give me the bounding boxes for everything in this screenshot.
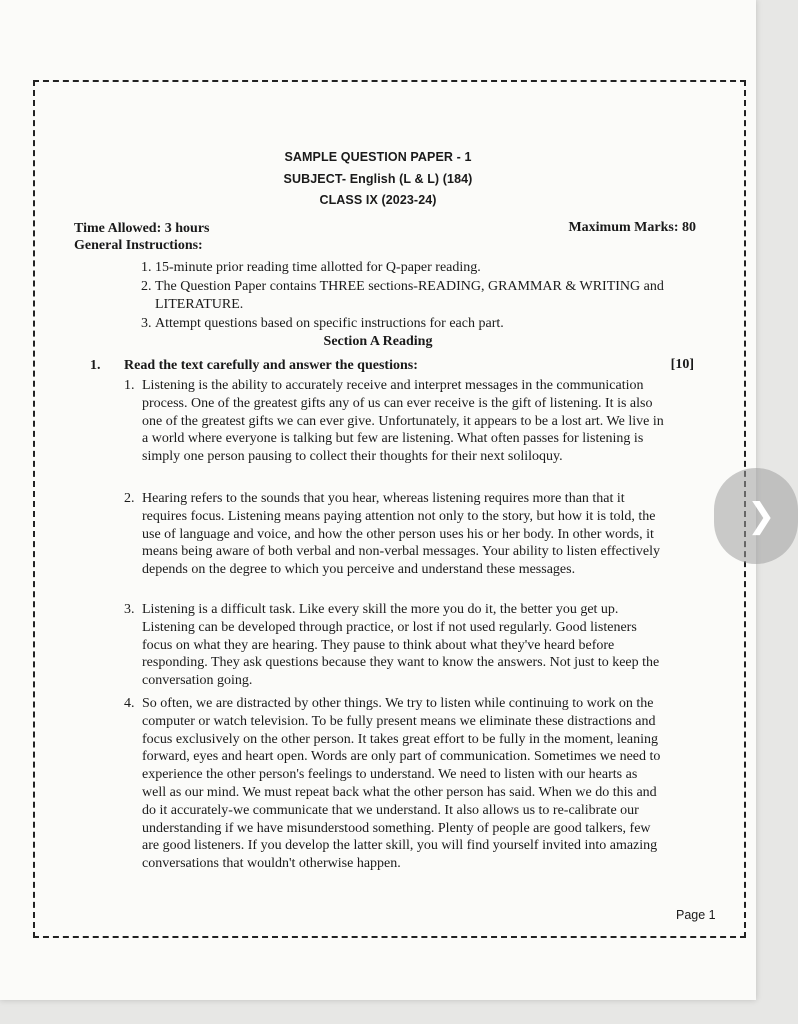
paper-subject: SUBJECT- English (L & L) (184) — [283, 172, 473, 186]
passage-paragraph — [124, 377, 664, 466]
section-title: Section A Reading — [323, 334, 433, 349]
instruction-text: 15-minute prior reading time allotted for Q-paper reading. — [155, 260, 481, 275]
instruction-item — [141, 278, 681, 314]
paragraph-number: 1. — [124, 378, 135, 393]
chevron-right-icon[interactable]: ❯ — [747, 496, 776, 536]
paper-title: SAMPLE QUESTION PAPER - 1 — [284, 150, 472, 164]
passage-paragraph — [124, 695, 664, 873]
instruction-item — [141, 259, 681, 277]
time-allowed: Time Allowed: 3 hours — [74, 221, 210, 236]
paragraph-number: 2. — [124, 491, 135, 506]
question-number: 1. — [90, 358, 101, 373]
paper-class: CLASS IX (2023-24) — [319, 193, 437, 207]
instruction-number: 1. — [141, 260, 152, 275]
page-number: Page 1 — [676, 908, 716, 922]
paragraph-text: Listening is a difficult task. Like every skill the more you do it, the better you get up. Listening can be developed through practice, or lost if not used regularly. Good listeners focus on what they are hearing. They pause to think about what they've heard before responding. They ask questions because they want to know the answers. Not just to keep the conversation going. — [142, 602, 660, 689]
instruction-text: The Question Paper contains THREE sections-READING, GRAMMAR & WRITING and LITERATURE. — [155, 279, 664, 312]
question-text: Read the text carefully and answer the questions: — [124, 358, 418, 373]
passage-paragraph — [124, 601, 664, 690]
paragraph-text: Listening is the ability to accurately receive and interpret messages in the communication process. One of the greatest gifts any of us can ever receive is the gift of listening. It is also one of the greatest gifts we can ever give. Unfortunately, it appears to be a lost art. We live in a world where everyone is talking but few are listening. What often passes for listening is simply one person pausing to collect their thoughts for their next soliloquy. — [142, 378, 664, 465]
question-marks: [10] — [670, 357, 694, 372]
instructions-list — [141, 259, 681, 334]
paragraph-number: 3. — [124, 602, 135, 617]
instruction-item — [141, 315, 681, 333]
general-instructions-heading: General Instructions: — [74, 238, 203, 253]
paragraph-text: So often, we are distracted by other things. We try to listen while continuing to work on the computer or watch television. To be fully present means we eliminate these distractions and focus exclusively on the other person. It takes great effort to be fully in the moment, leaning forward, eyes and heart open. Words are only part of communication. Sometimes we need to experience the other person's feelings to understand. We need to listen with our hearts as well as our mind. We must repeat back what the other person has said. When we do this and do it accurately-we communicate that we understand. It also allows us to re-calibrate our understanding if we have misunderstood something. Plenty of people are good talkers, few are good listeners. If you develop the latter skill, you will find yourself invited into amazing conversations that wouldn't otherwise happen. — [142, 696, 661, 872]
passage-paragraph — [124, 490, 664, 579]
paragraph-text: Hearing refers to the sounds that you hear, whereas listening requires more than that it requires focus. Listening means paying attention not only to the story, but how it is told, the use of language and voice, and how the other person uses his or her body. In other words, it means being aware of both verbal and non-verbal messages. Your ability to listen effectively depends on the degree to which you perceive and understand these messages. — [142, 491, 660, 578]
maximum-marks: Maximum Marks: 80 — [568, 220, 696, 235]
paragraph-number: 4. — [124, 696, 135, 711]
instruction-number: 2. — [141, 279, 152, 294]
instruction-text: Attempt questions based on specific instructions for each part. — [155, 316, 504, 331]
instruction-number: 3. — [141, 316, 152, 331]
